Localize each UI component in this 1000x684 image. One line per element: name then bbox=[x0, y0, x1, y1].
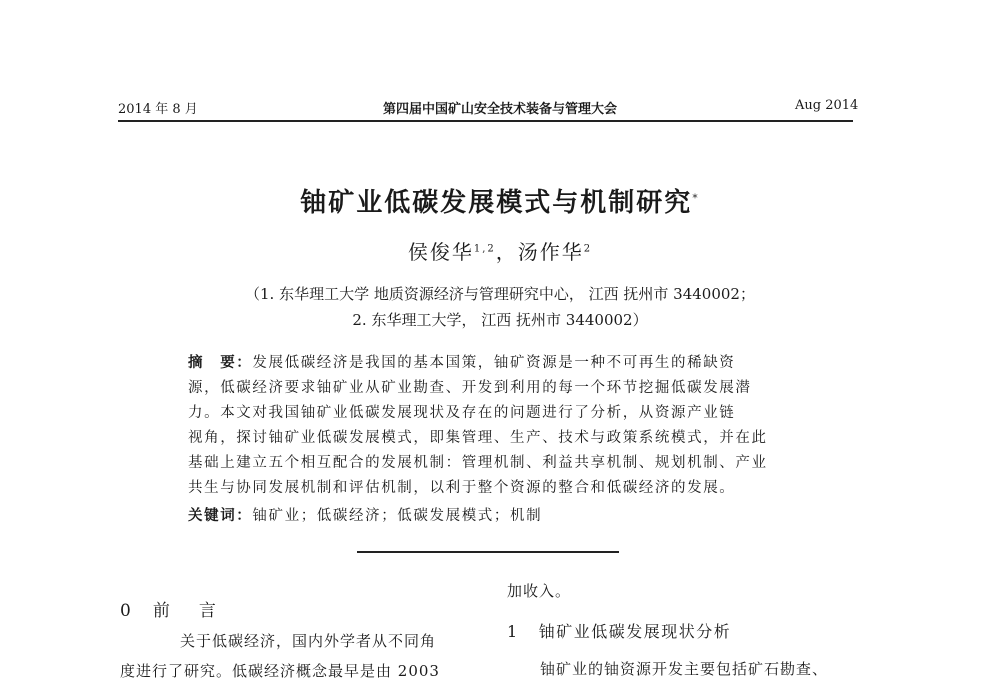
paper-title bbox=[0, 182, 1000, 219]
section-1-heading bbox=[507, 619, 731, 642]
abstract-line-2: 源，低碳经济要求铀矿业从矿业勘查、开发到利用的每一个环节挖掘低碳发展潜 bbox=[188, 380, 752, 396]
section-0-number: 0 bbox=[120, 601, 131, 621]
right-col-line-1: 铀矿业的铀资源开发主要包括矿石勘查、 bbox=[540, 660, 829, 678]
abstract-divider bbox=[357, 551, 619, 553]
abstract-label: 摘 要： bbox=[188, 355, 253, 371]
section-1-title: 铀矿业低碳发展现状分析 bbox=[538, 622, 732, 641]
abstract-line-6: 共生与协同发展机制和评估机制，以利于整个资源的整合和低碳经济的发展。 bbox=[188, 480, 736, 496]
intro-line-1: 关于低碳经济，国内外学者从不同角 bbox=[180, 632, 437, 650]
header-conference: 第四届中国矿山安全技术装备与管理大会 bbox=[382, 102, 617, 117]
abstract-text-1: 发展低碳经济是我国的基本国策，铀矿资源是一种不可再生的稀缺资 bbox=[252, 355, 736, 371]
header-date-en: Aug 2014 bbox=[795, 98, 859, 113]
title-footnote-mark: * bbox=[692, 191, 700, 205]
header-rule bbox=[118, 120, 853, 122]
keywords-line bbox=[188, 504, 542, 525]
title-text: 铀矿业低碳发展模式与机制研究 bbox=[300, 188, 693, 218]
section-0-heading bbox=[120, 596, 222, 621]
section-0-title: 前 言 bbox=[152, 601, 222, 621]
affiliation-line-1: （1. 东华理工大学 地质资源经济与管理研究中心， 江西 抚州市 3440002； bbox=[245, 285, 755, 303]
section-1-number: 1 bbox=[507, 622, 519, 641]
abstract-line-3: 力。本文对我国铀矿业低碳发展现状及存在的问题进行了分析，从资源产业链 bbox=[188, 405, 736, 421]
right-col-line-0: 加收入。 bbox=[507, 582, 572, 600]
header-date: 2014 年 8 月 bbox=[118, 102, 198, 117]
author-2-sup: 2 bbox=[583, 243, 593, 255]
author-separator: ， bbox=[495, 240, 518, 264]
keywords-text: 铀矿业；低碳经济；低碳发展模式；机制 bbox=[252, 508, 543, 524]
intro-line-2: 度进行了研究。低碳经济概念最早是由 2003 bbox=[120, 662, 440, 680]
abstract-line-1 bbox=[188, 351, 735, 372]
affiliation-line-2: 2. 东华理工大学， 江西 抚州市 3440002） bbox=[352, 311, 648, 329]
author-2-name: 汤作华 bbox=[517, 240, 584, 264]
authors-line bbox=[0, 236, 1000, 265]
author-1-name: 侯俊华 bbox=[407, 240, 474, 264]
author-1-sup: 1,2 bbox=[473, 243, 496, 255]
abstract-line-4: 视角，探讨铀矿业低碳发展模式，即集管理、生产、技术与政策系统模式，并在此 bbox=[188, 430, 768, 446]
keywords-label: 关键词： bbox=[188, 508, 253, 524]
abstract-line-5: 基础上建立五个相互配合的发展机制：管理机制、利益共享机制、规划机制、产业 bbox=[188, 455, 768, 471]
